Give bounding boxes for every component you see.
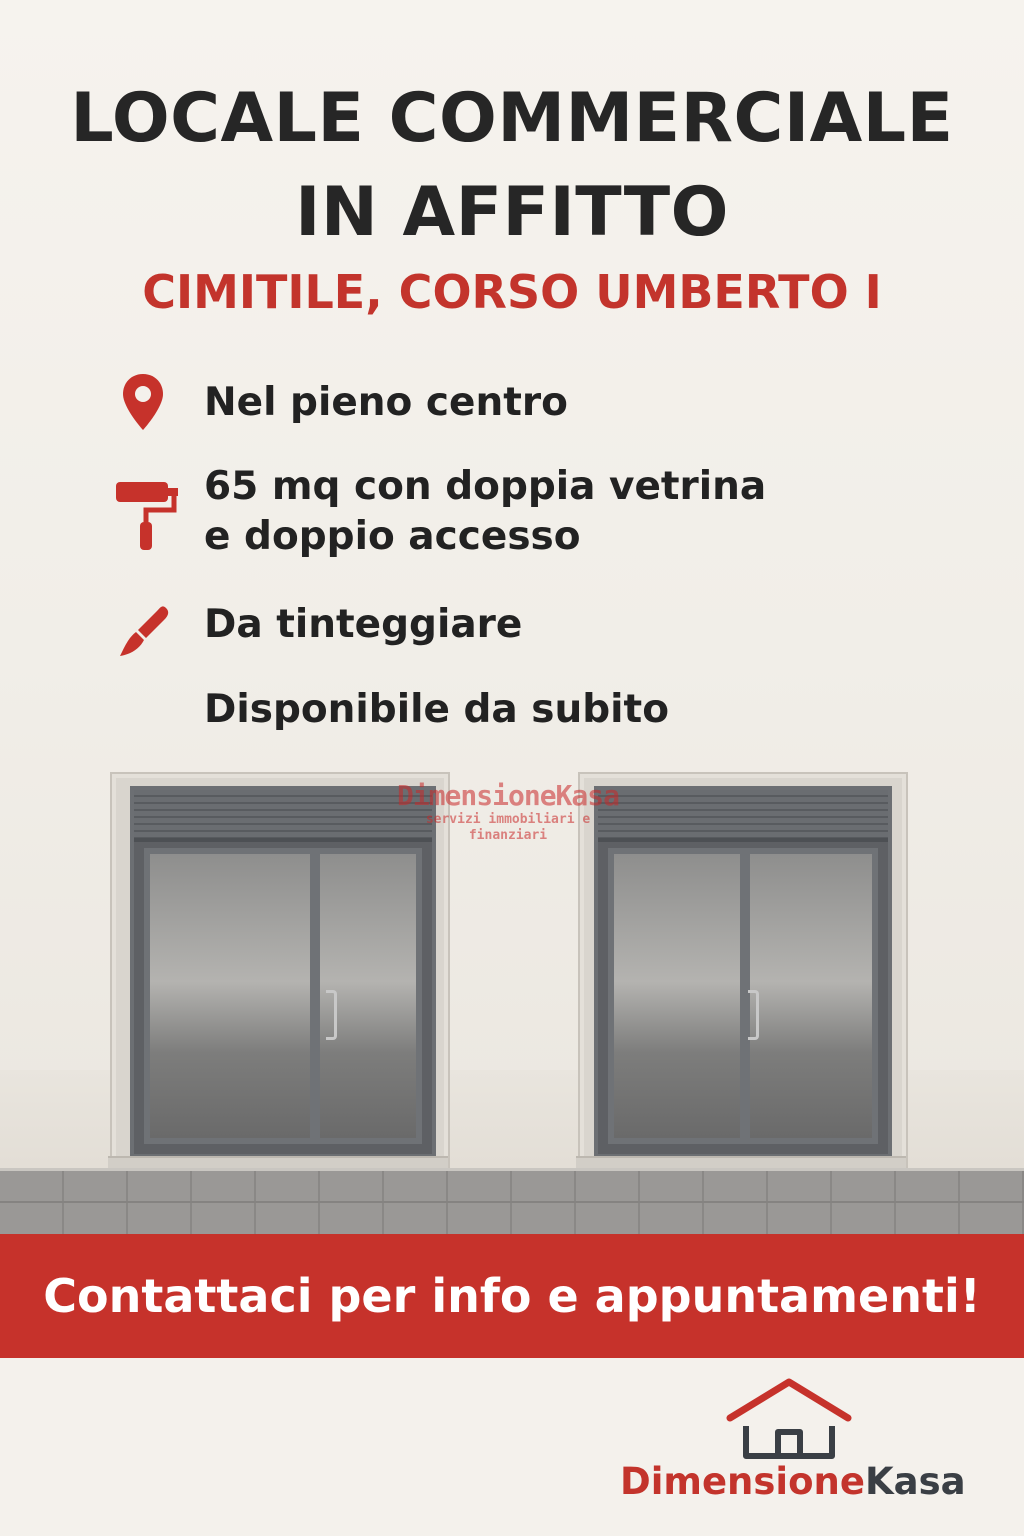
footer xyxy=(0,1358,1024,1536)
title-line-2: IN AFFITTO xyxy=(295,173,729,252)
feature-size-line-1: 65 mq con doppia vetrina xyxy=(204,464,767,509)
brand-name-part-1: Dimensione xyxy=(620,1460,865,1503)
watermark xyxy=(388,780,628,844)
brand-logo xyxy=(620,1458,966,1506)
listing-location: CIMITILE, CORSO UMBERTO I xyxy=(142,265,882,319)
feature-size-line-2: e doppio accesso xyxy=(204,514,581,559)
sidewalk xyxy=(0,1168,1024,1237)
left-door-handle xyxy=(326,990,337,1040)
contact-banner-text: Contattaci per info e appuntamenti! xyxy=(43,1269,981,1323)
feature-size xyxy=(204,462,766,562)
listing-title xyxy=(0,72,1024,260)
map-pin-icon xyxy=(120,372,166,432)
contact-banner xyxy=(0,1234,1024,1358)
feature-availability xyxy=(204,685,669,735)
right-shop-window xyxy=(594,786,892,1158)
right-glass-pane-right xyxy=(744,848,878,1144)
feature-availability-text: Disponibile da subito xyxy=(204,687,669,732)
feature-location xyxy=(204,378,568,428)
house-roof-icon xyxy=(722,1376,856,1460)
right-glass-pane-left xyxy=(608,848,746,1144)
watermark-tagline: servizi immobiliari e finanziari xyxy=(425,812,591,843)
feature-location-text: Nel pieno centro xyxy=(204,380,568,425)
paint-brush-icon xyxy=(116,604,172,660)
feature-condition-text: Da tinteggiare xyxy=(204,602,523,647)
left-glass-pane-left xyxy=(144,848,316,1144)
right-roller-shutter xyxy=(598,790,888,842)
feature-condition xyxy=(204,600,522,650)
paint-roller-icon xyxy=(112,478,182,552)
title-line-1: LOCALE COMMERCIALE xyxy=(70,79,954,158)
right-door-handle xyxy=(748,990,759,1040)
watermark-name: DimensioneKasa xyxy=(396,779,619,812)
brand-name-part-2: Kasa xyxy=(864,1460,966,1503)
